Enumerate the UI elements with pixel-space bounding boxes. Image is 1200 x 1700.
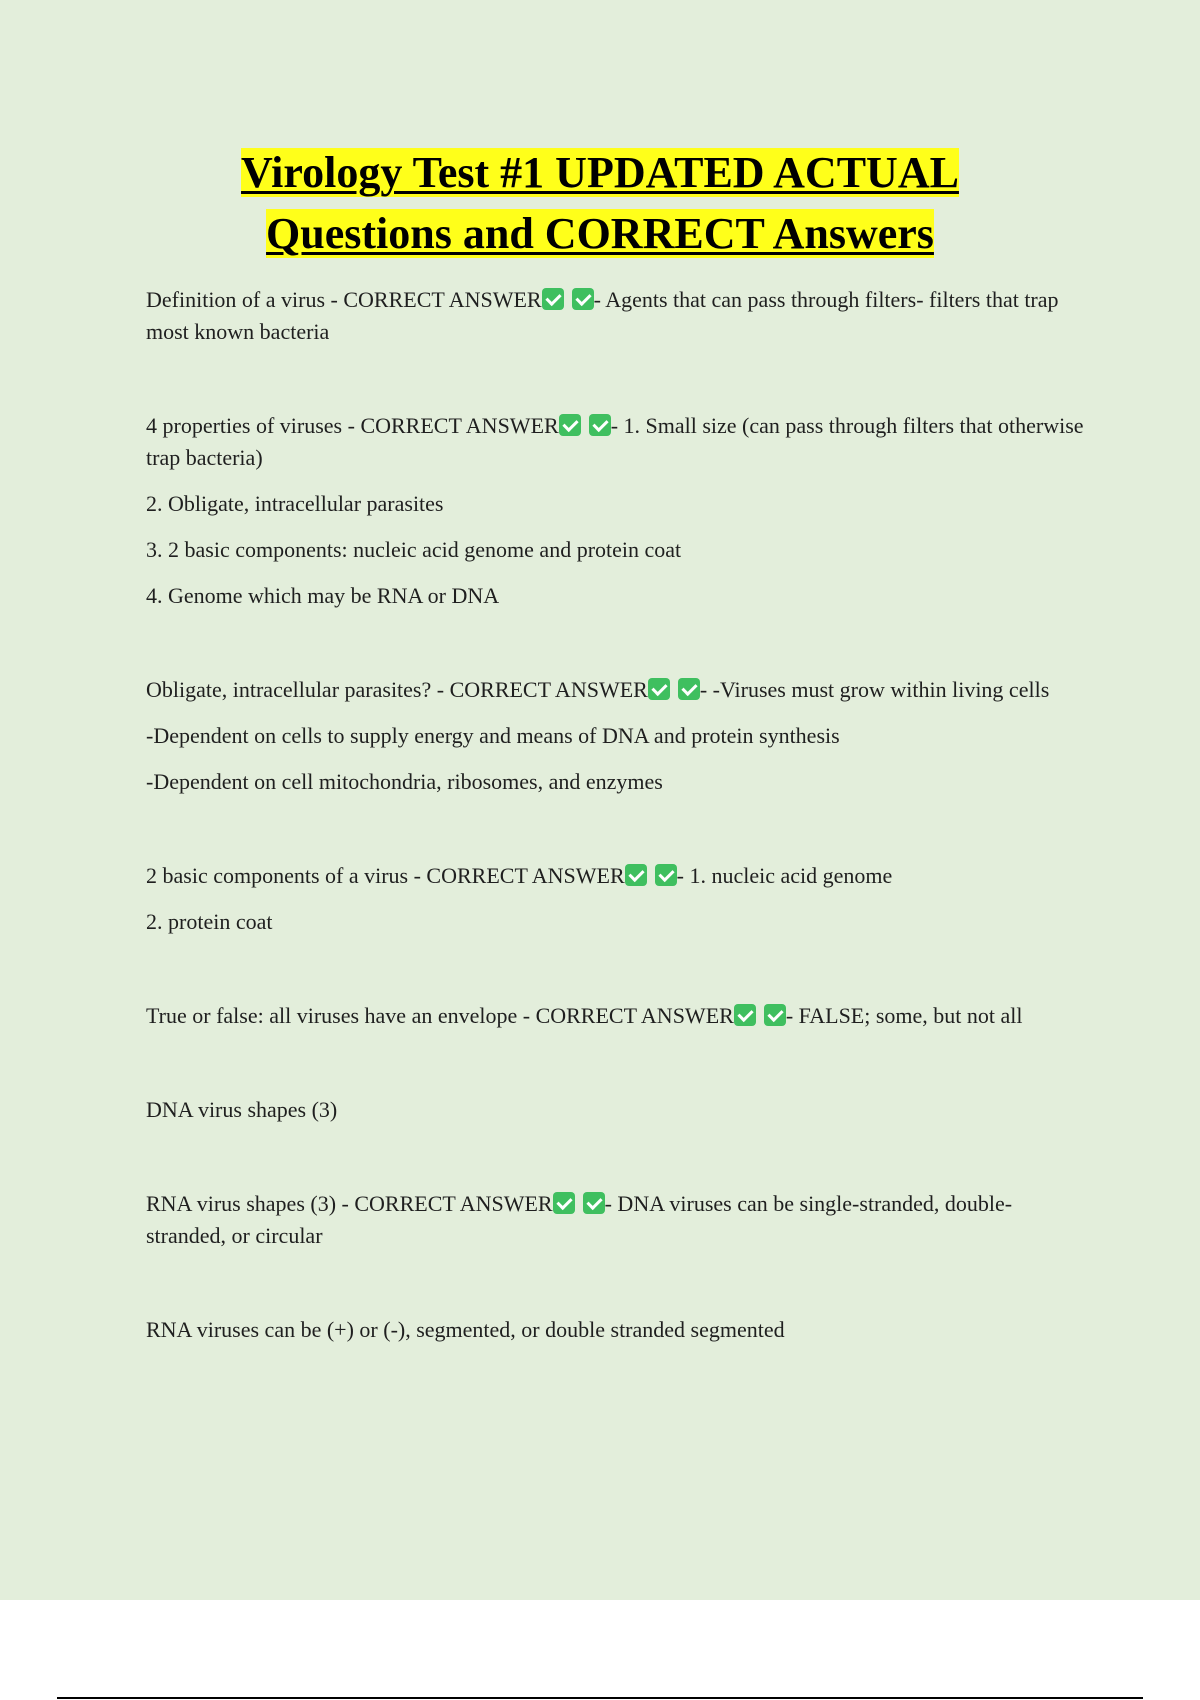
qa-item: [146, 284, 1091, 348]
qa-item: [146, 1000, 1091, 1032]
qa-line: [146, 1188, 1091, 1252]
qa-line: [146, 284, 1091, 348]
qa-item: [146, 860, 1091, 938]
question-text: 4 properties of viruses - CORRECT ANSWER: [146, 413, 559, 438]
qa-line: [146, 410, 1091, 474]
document-body: [146, 284, 1091, 1346]
qa-item: [146, 674, 1091, 798]
green-checkbox-icon: [625, 864, 647, 886]
green-checkbox-icon: [678, 678, 700, 700]
answer-text: - FALSE; some, but not all: [785, 1003, 1023, 1028]
answer-continuation: 2. protein coat: [146, 909, 273, 934]
answer-text: - DNA viruses can be single-stranded, double-stranded, or circular: [146, 1191, 1013, 1248]
plain-text: DNA virus shapes (3): [146, 1097, 338, 1122]
answer-text: - 1. nucleic acid genome: [676, 863, 893, 888]
answer-text: - 1. Small size (can pass through filters that otherwise trap bacteria): [146, 413, 1084, 470]
plain-paragraph: [146, 1094, 1091, 1126]
green-checkbox-icon: [553, 1192, 575, 1214]
plain-text: RNA viruses can be (+) or (-), segmented, or double stranded segmented: [146, 1317, 785, 1342]
green-checkbox-icon: [572, 288, 594, 310]
answer-continuation: 3. 2 basic components: nucleic acid genome and protein coat: [146, 537, 682, 562]
question-text: Definition of a virus - CORRECT ANSWER: [146, 287, 542, 312]
qa-item: [146, 410, 1091, 612]
qa-line: [146, 860, 1091, 892]
qa-line: [146, 674, 1091, 706]
green-checkbox-icon: [648, 678, 670, 700]
answer-continuation: -Dependent on cell mitochondria, ribosomes, and enzymes: [146, 769, 663, 794]
answer-continuation: 2. Obligate, intracellular parasites: [146, 491, 444, 516]
answer-continuation: 4. Genome which may be RNA or DNA: [146, 583, 500, 608]
question-text: 2 basic components of a virus - CORRECT ANSWER: [146, 863, 625, 888]
document-title: [0, 142, 1200, 264]
footer-divider: [57, 1697, 1143, 1699]
green-checkbox-icon: [542, 288, 564, 310]
question-text: True or false: all viruses have an envelope - CORRECT ANSWER: [146, 1003, 734, 1028]
green-checkbox-icon: [583, 1192, 605, 1214]
green-checkbox-icon: [764, 1004, 786, 1026]
green-checkbox-icon: [734, 1004, 756, 1026]
question-text: Obligate, intracellular parasites? - CORRECT ANSWER: [146, 677, 648, 702]
answer-text: - -Viruses must grow within living cells: [699, 677, 1050, 702]
green-checkbox-icon: [589, 414, 611, 436]
question-text: RNA virus shapes (3) - CORRECT ANSWER: [146, 1191, 553, 1216]
green-checkbox-icon: [655, 864, 677, 886]
answer-continuation: -Dependent on cells to supply energy and means of DNA and protein synthesis: [146, 723, 840, 748]
qa-line: [146, 1000, 1091, 1032]
title-line-1: Virology Test #1 UPDATED ACTUAL: [241, 148, 959, 197]
plain-paragraph: [146, 1314, 1091, 1346]
qa-item: [146, 1188, 1091, 1252]
answer-text: - Agents that can pass through filters- filters that trap most known bacteria: [146, 287, 1059, 344]
green-checkbox-icon: [559, 414, 581, 436]
title-line-2: Questions and CORRECT Answers: [266, 209, 934, 258]
